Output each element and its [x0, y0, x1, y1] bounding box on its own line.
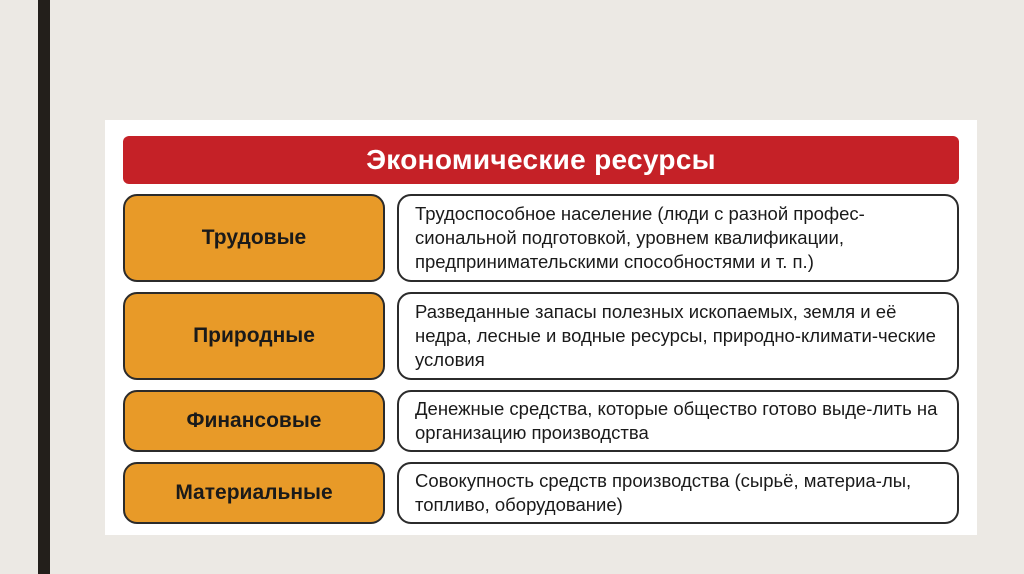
- resource-label: Природные: [193, 324, 315, 347]
- diagram-row: [123, 390, 959, 452]
- resource-label-box-natural: [123, 292, 385, 380]
- resource-description: Разведанные запасы полезных ископаемых, земля и её недра, лесные и водные ресурсы, природно-климати-ческие условия: [415, 300, 936, 371]
- resource-description-box-financial: [397, 390, 959, 452]
- resource-label-box-financial: [123, 390, 385, 452]
- resource-label-box-labor: [123, 194, 385, 282]
- slide-canvas: [50, 0, 1024, 574]
- diagram-row: [123, 292, 959, 380]
- diagram-title: Экономические ресурсы: [366, 144, 716, 175]
- resource-description-box-labor: [397, 194, 959, 282]
- resource-label: Финансовые: [186, 409, 322, 432]
- resource-label-box-material: [123, 462, 385, 524]
- resource-description-box-natural: [397, 292, 959, 380]
- resource-description-box-material: [397, 462, 959, 524]
- economic-resources-diagram: [105, 120, 977, 535]
- resource-label: Трудовые: [201, 226, 307, 249]
- diagram-row: [123, 462, 959, 524]
- resource-label: Материальные: [175, 481, 333, 504]
- resource-description: Трудоспособное население (люди с разной профес-сиональной подготовкой, уровнем квалификации, предпринимательскими способностями и т. п.): [415, 202, 865, 273]
- diagram-rows: [123, 194, 959, 524]
- resource-description: Совокупность средств производства (сырьё, материа-лы, топливо, оборудование): [415, 469, 912, 515]
- diagram-row: [123, 194, 959, 282]
- diagram-title-bar: [123, 136, 959, 184]
- resource-description: Денежные средства, которые общество готово выде-лить на организацию производства: [415, 397, 938, 443]
- slide-left-accent-bar: [38, 0, 50, 574]
